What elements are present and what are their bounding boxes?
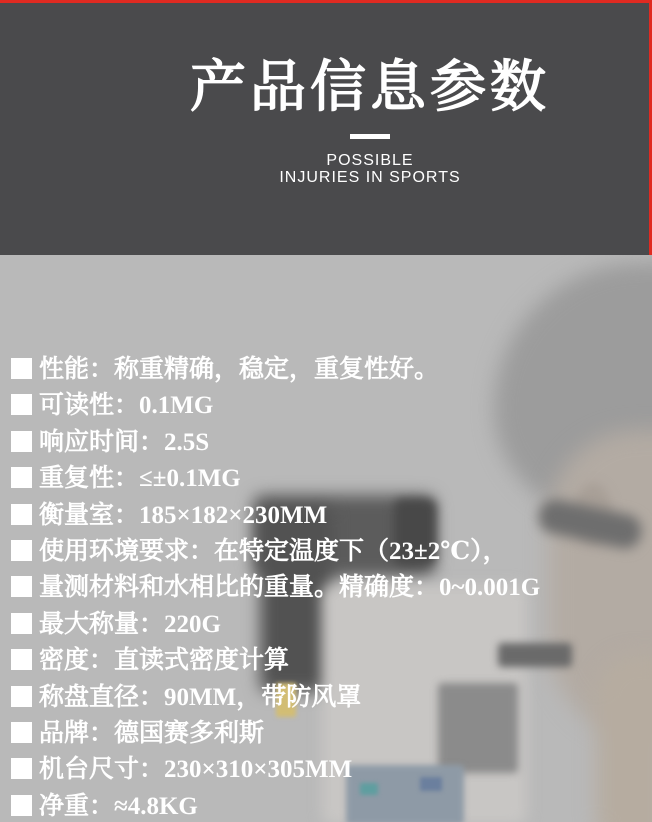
spec-item: [11, 752, 650, 788]
divider-dash: [350, 134, 390, 139]
header-content: [88, 55, 652, 186]
spec-text: 最大称量：220G: [39, 610, 221, 638]
spec-text: 称盘直径：90MM，带防风罩: [39, 683, 362, 711]
spec-text: 密度：直读式密度计算: [39, 647, 290, 675]
spec-item: [11, 607, 650, 643]
spec-item: [11, 352, 650, 388]
bullet-square-icon: [11, 394, 32, 415]
spec-item: [11, 498, 650, 534]
spec-text: 净重：≈4.8KG: [39, 792, 198, 820]
bullet-square-icon: [11, 540, 32, 561]
spec-text: 性能：称重精确，稳定，重复性好。: [39, 356, 440, 383]
spec-text: 重复性：≤±0.1MG: [39, 465, 241, 493]
spec-item: [11, 570, 650, 606]
bullet-square-icon: [11, 467, 32, 488]
bullet-square-icon: [11, 576, 32, 597]
spec-text: 响应时间：2.5S: [39, 428, 210, 456]
spec-item: [11, 716, 650, 752]
spec-item: [11, 388, 650, 424]
spec-text: 机台尺寸：230×310×305MM: [39, 756, 353, 784]
bullet-square-icon: [11, 649, 32, 670]
spec-item: [11, 461, 650, 497]
bullet-square-icon: [11, 358, 32, 379]
subtitle-line-2: INJURIES IN SPORTS: [279, 169, 461, 186]
bullet-square-icon: [11, 758, 32, 779]
header-section: [0, 3, 652, 255]
subtitle-line-1: POSSIBLE: [326, 152, 414, 169]
spec-item: [11, 680, 650, 716]
spec-list: [11, 352, 650, 822]
bullet-square-icon: [11, 613, 32, 634]
bullet-square-icon: [11, 431, 32, 452]
spec-item: [11, 789, 650, 822]
photo-section: [0, 255, 652, 822]
spec-item: [11, 534, 650, 570]
spec-text: 衡量室：185×182×230MM: [39, 501, 328, 529]
bullet-square-icon: [11, 722, 32, 743]
spec-text: 可读性：0.1MG: [39, 392, 214, 420]
bullet-square-icon: [11, 686, 32, 707]
bullet-square-icon: [11, 504, 32, 525]
spec-text: 使用环境要求：在特定温度下（23±2℃），: [39, 537, 508, 565]
page-title: 产品信息参数: [190, 55, 550, 118]
bullet-square-icon: [11, 795, 32, 816]
spec-item: [11, 643, 650, 679]
spec-text: 量测材料和水相比的重量。精确度：0~0.001G: [39, 574, 541, 602]
spec-text: 品牌：德国赛多利斯: [39, 719, 265, 747]
top-accent-line: [0, 0, 652, 3]
subtitle: [88, 152, 652, 186]
spec-item: [11, 425, 650, 461]
